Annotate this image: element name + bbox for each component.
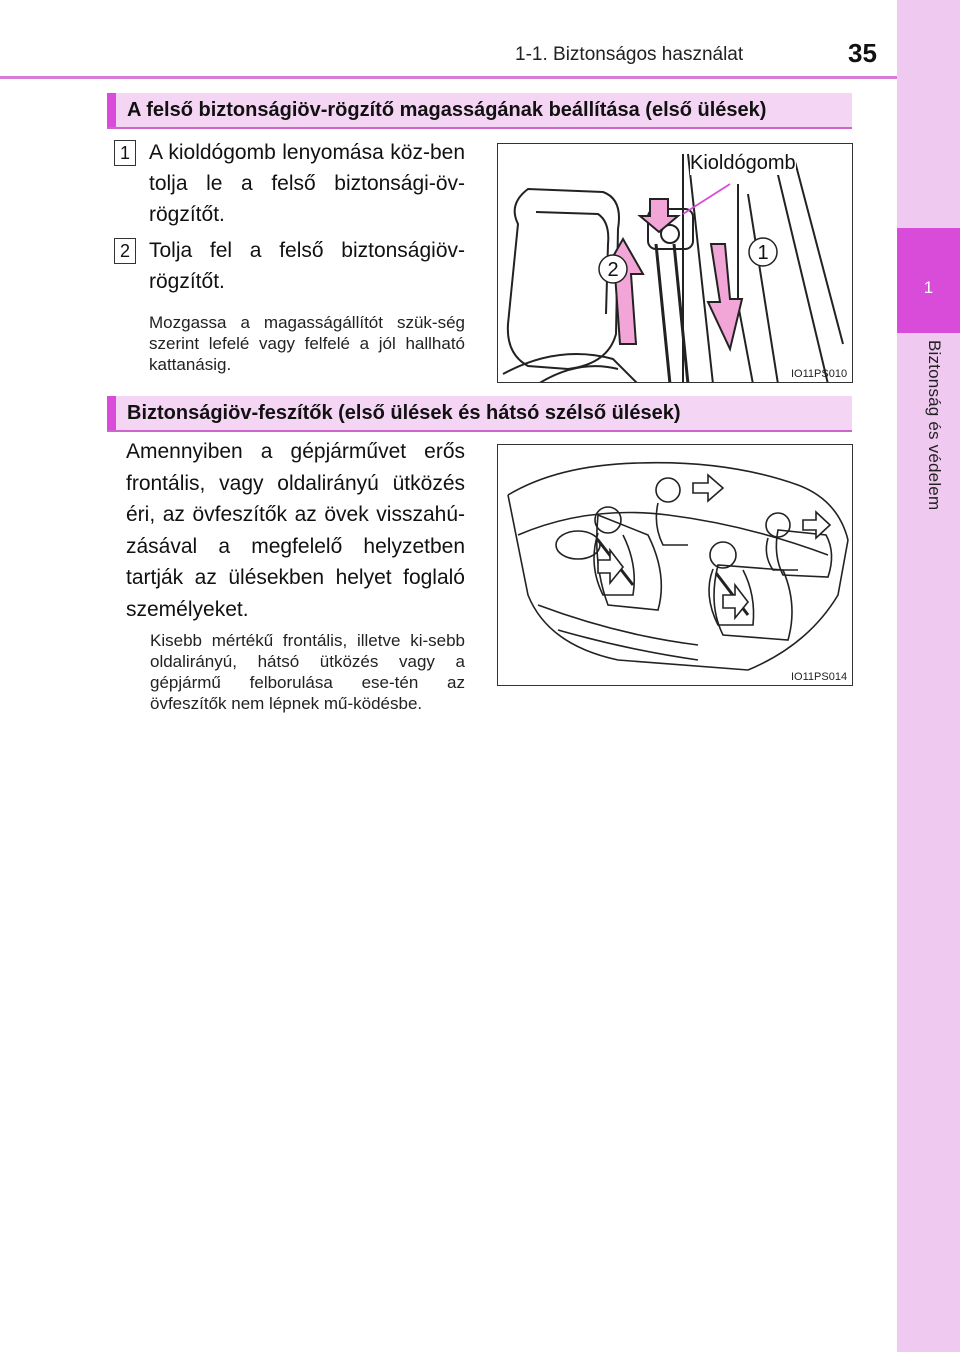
step-text-2: Tolja fel a felső biztonságiöv-rögzítőt. xyxy=(149,239,465,293)
figure-callout-label: Kioldógomb xyxy=(690,152,796,174)
step-text-1: A kioldógomb lenyomása köz-ben tolja le a felső biztonsági-öv-rögzítőt. xyxy=(149,141,465,226)
belt-anchor-illustration xyxy=(498,144,853,383)
step-number-1: 1 xyxy=(114,140,136,166)
chapter-number: 1 xyxy=(923,278,934,297)
figure-car-interior xyxy=(497,444,853,686)
figure-belt-anchor xyxy=(497,143,853,383)
header-rule xyxy=(0,76,897,79)
section-heading-1 xyxy=(107,93,852,129)
section-title-2: Biztonságiöv-feszítők (első ülések és hátsó szélső ülések) xyxy=(127,402,681,424)
figure-marker-2: 2 xyxy=(607,259,619,281)
step-note: Mozgassa a magasságállítót szük-ség szerint lefelé vagy felfelé a jól hallható kattanásig. xyxy=(149,313,465,374)
heading-accent-bar xyxy=(107,93,116,127)
heading-accent-bar xyxy=(107,396,116,430)
chapter-tab[interactable] xyxy=(897,228,960,333)
car-interior-illustration xyxy=(498,445,853,686)
page-number: 35 xyxy=(848,38,877,68)
figure-code: IO11PS014 xyxy=(791,671,848,683)
figure-code: IO11PS010 xyxy=(791,368,848,380)
section-title-1: A felső biztonságiöv-rögzítő magasságának beállítása (első ülések) xyxy=(127,99,767,121)
section-heading-2 xyxy=(107,396,852,432)
running-head: 1-1. Biztonságos használat xyxy=(515,44,744,65)
pretensioner-body: Amennyiben a gépjárművet erős frontális, vagy oldalirányú ütközés éri, az övfeszítők az övek visszahú-zásával a megfelelő helyzetben tartják az ülésekben helyet foglaló személyeket. xyxy=(126,440,465,621)
step-number-2: 2 xyxy=(114,238,136,264)
pretensioner-note: Kisebb mértékű frontális, illetve ki-sebb oldalirányú, hátsó ütközés vagy a gépjármű felborulása ese-tén az övfeszítők nem lépnek mű-ködésbe. xyxy=(150,631,465,713)
figure-marker-1: 1 xyxy=(757,242,769,264)
chapter-title: Biztonság és védelem xyxy=(925,340,944,511)
side-tab-strip xyxy=(897,0,960,1352)
